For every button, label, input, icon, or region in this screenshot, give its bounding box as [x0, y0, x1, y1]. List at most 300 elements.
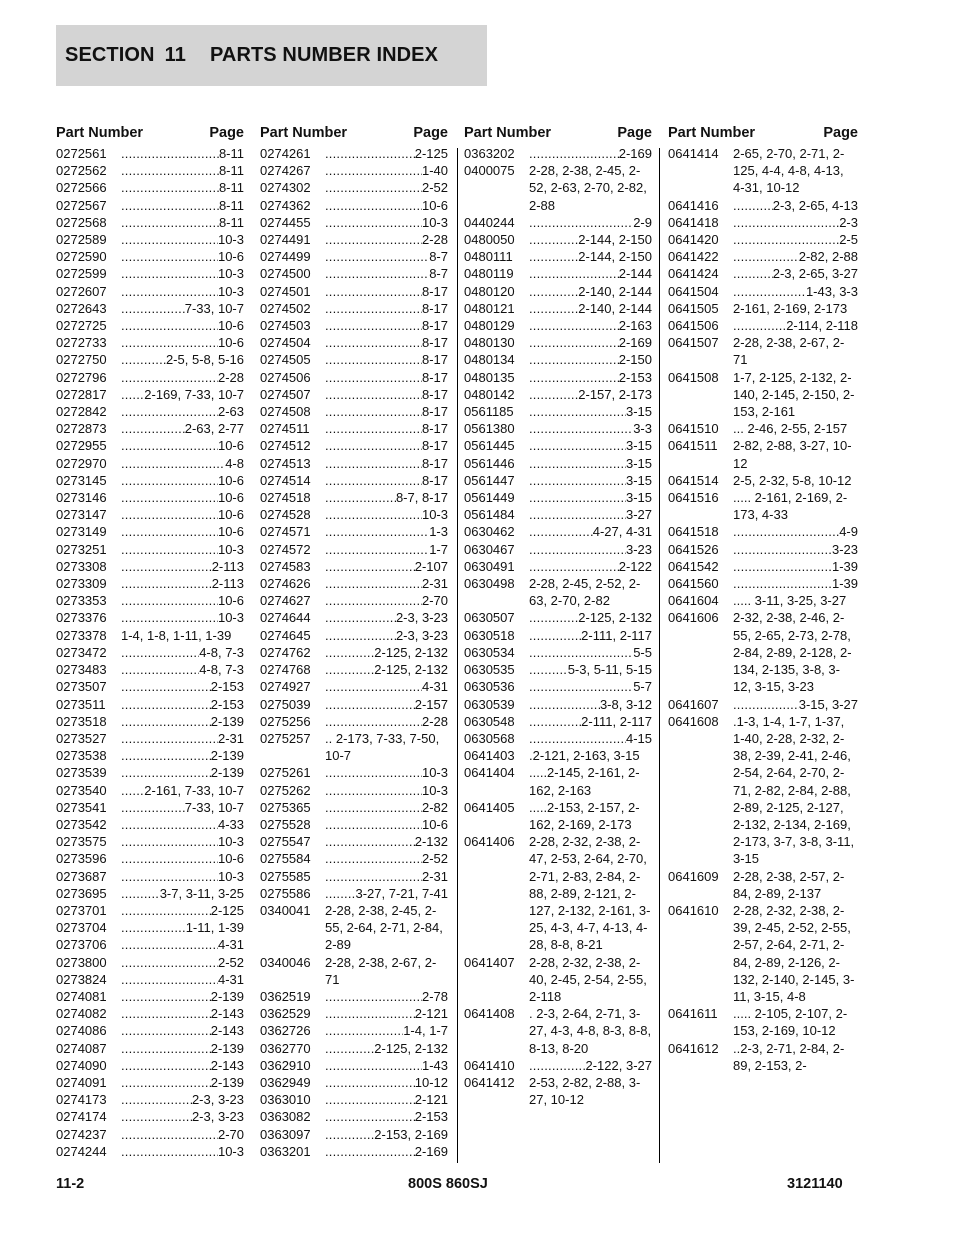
dot-leader: [121, 868, 218, 885]
page-ref-text: 2-3, 3-23: [395, 610, 448, 626]
index-entry: [56, 1040, 244, 1057]
part-number: 0362519: [260, 988, 311, 1004]
dot-leader: [529, 627, 581, 644]
page-refs: [121, 1040, 244, 1057]
index-entry: [260, 1022, 448, 1039]
part-number-header: Part Number: [56, 124, 144, 141]
page-ref-text: 8-7: [429, 266, 448, 282]
page-refs: [121, 231, 244, 248]
page-refs: [121, 145, 244, 162]
page-ref-text: 2-53, 2-82, 2-88, 3-27, 10-12: [529, 1074, 641, 1108]
dot-leader: [325, 782, 422, 799]
dot-leader: [325, 179, 422, 196]
dot-leader: [325, 489, 396, 506]
page-ref-text: 2-111, 2-117: [581, 627, 652, 643]
page-refs: [325, 506, 448, 523]
index-entry: [56, 1022, 244, 1039]
dot-leader: [121, 420, 185, 437]
dot-leader: [529, 145, 619, 162]
index-entry: [668, 283, 858, 300]
part-number: 0273539: [56, 765, 107, 781]
part-number: 0274507: [260, 386, 311, 402]
page-refs: [121, 283, 244, 300]
page-ref-text: 8-17: [421, 369, 448, 385]
page-ref-text: 2-31: [421, 576, 448, 592]
part-number: 0273309: [56, 576, 107, 592]
part-number: 0561445: [464, 438, 515, 454]
index-entry: [260, 472, 448, 489]
part-number: 0274627: [260, 593, 311, 609]
page-ref-text: 2-169: [414, 1143, 448, 1159]
index-entry: [56, 609, 244, 626]
index-entry: [56, 420, 244, 437]
index-entry: [260, 334, 448, 351]
page-refs: [529, 696, 652, 713]
index-entry: [260, 627, 448, 644]
page-refs: [325, 248, 448, 265]
dot-leader: [121, 1022, 211, 1039]
page-refs: [733, 489, 858, 523]
page-ref-text: 8-7: [429, 249, 448, 265]
part-number: 0275039: [260, 696, 311, 712]
page-refs: [121, 1143, 244, 1160]
dot-leader: [529, 678, 633, 695]
page-ref-text: 2-28, 2-32, 2-38, 2-40, 2-45, 2-54, 2-55, 2-118: [529, 954, 647, 1004]
dot-leader: [121, 609, 218, 626]
page-ref-text: 2-5, 5-8, 5-16: [165, 352, 244, 368]
dot-leader: [529, 489, 626, 506]
part-number: 0272567: [56, 197, 107, 213]
part-number: 0641420: [668, 232, 719, 248]
dot-leader: [529, 541, 626, 558]
part-number: 0275547: [260, 834, 311, 850]
page-ref-text: 2-28, 2-38, 2-67, 2-71: [325, 954, 437, 987]
dot-leader: [325, 1108, 415, 1125]
part-number: 0273596: [56, 851, 107, 867]
page-refs: [529, 506, 652, 523]
dot-leader: [733, 541, 832, 558]
page-ref-text: 8-17: [421, 472, 448, 488]
page-ref-text: 2-70: [421, 593, 448, 609]
part-number: 0274237: [56, 1126, 107, 1142]
dot-leader: [325, 300, 422, 317]
part-number: 0272873: [56, 421, 107, 437]
page-ref-text: 7-33, 10-7: [184, 799, 244, 815]
page-ref-text: 8-17: [421, 421, 448, 437]
page-refs: [121, 472, 244, 489]
index-entry: [260, 369, 448, 386]
part-number-header: Part Number: [668, 124, 756, 141]
dot-leader: [325, 145, 415, 162]
dot-leader: [121, 403, 218, 420]
index-entry: [668, 592, 858, 609]
dot-leader: [325, 317, 422, 334]
page-ref-text: 10-3: [217, 541, 244, 557]
dot-leader: [325, 1022, 403, 1039]
page-ref-text: 2-143: [210, 1006, 244, 1022]
page-refs: [121, 506, 244, 523]
page-refs: [529, 644, 652, 661]
page-refs: [121, 1022, 244, 1039]
index-entry: [464, 489, 652, 506]
dot-leader: [325, 1143, 415, 1160]
index-entry: [56, 145, 244, 162]
part-number: 0630518: [464, 627, 515, 643]
page-ref-text: 2-125, 2-132: [374, 644, 448, 660]
page-refs: [529, 369, 652, 386]
page-ref-text: 2-65, 2-70, 2-71, 2-125, 4-4, 4-8, 4-13, 4-31, 10-12: [733, 146, 845, 196]
page-refs: [121, 816, 244, 833]
dot-leader: [733, 231, 839, 248]
part-number: 0274512: [260, 438, 311, 454]
page-refs: [733, 472, 858, 489]
dot-leader: [325, 850, 422, 867]
page-refs: [325, 420, 448, 437]
page-refs: [733, 197, 858, 214]
page-refs: [325, 609, 448, 626]
page-ref-text: 2-70: [217, 1126, 244, 1142]
page-ref-text: 8-17: [421, 318, 448, 334]
page-refs: [529, 317, 652, 334]
index-entry: [668, 317, 858, 334]
index-entry: [260, 609, 448, 626]
page-refs: [529, 833, 652, 953]
index-entry: [668, 1040, 858, 1074]
page-ref-text: 2-143: [210, 1057, 244, 1073]
document-number: 3121140: [787, 1176, 843, 1192]
dot-leader: [121, 558, 212, 575]
page-ref-text: 2-52: [217, 954, 244, 970]
dot-leader: [529, 661, 568, 678]
page-refs: [325, 558, 448, 575]
index-entry: [56, 868, 244, 885]
page-ref-text: 8-11: [218, 214, 244, 230]
part-number: 0273542: [56, 816, 107, 832]
page-ref-text: 2-28: [217, 369, 244, 385]
page-ref-text: 8-11: [218, 146, 244, 161]
part-number: 0561449: [464, 490, 515, 506]
page-ref-text: .....2-145, 2-161, 2-162, 2-163: [529, 765, 640, 798]
index-entry: [56, 936, 244, 953]
dot-leader: [325, 334, 422, 351]
page-ref-text: 4-33: [217, 816, 244, 832]
index-entry: [56, 833, 244, 850]
part-number: 0273149: [56, 524, 107, 540]
index-entry: [56, 696, 244, 713]
index-entry: [260, 145, 448, 162]
dot-leader: [121, 678, 211, 695]
page-refs: [529, 489, 652, 506]
index-entry: [56, 730, 244, 747]
part-number: 0274528: [260, 507, 311, 523]
page-ref-text: 2-3, 3-23: [191, 1109, 244, 1125]
part-number: 0275585: [260, 868, 311, 884]
page-refs: [325, 351, 448, 368]
page-ref-text: 2-139: [210, 765, 244, 781]
index-entry: [260, 661, 448, 678]
index-entry: [56, 541, 244, 558]
page-ref-text: 2-153: [618, 369, 652, 385]
part-number: 0272970: [56, 455, 107, 471]
index-entry: [56, 472, 244, 489]
index-entry: [464, 403, 652, 420]
index-column-1: [56, 118, 244, 1160]
dot-leader: [325, 764, 422, 781]
page-ref-text: 2-3, 2-65, 3-27: [772, 266, 858, 282]
page-refs: [529, 1057, 652, 1074]
part-number: 0274583: [260, 558, 311, 574]
page-refs: [325, 1040, 448, 1057]
page-ref-text: ..2-3, 2-71, 2-84, 2-89, 2-153, 2-: [733, 1040, 845, 1073]
part-number: 0641504: [668, 283, 719, 299]
part-number: 0641609: [668, 868, 719, 884]
part-number: 0641507: [668, 335, 719, 351]
index-entry: [464, 541, 652, 558]
page-ref-text: 8-17: [421, 404, 448, 420]
page-ref-text: 2-125, 2-132: [578, 610, 652, 626]
part-number: 0480130: [464, 335, 515, 351]
part-number: 0561380: [464, 421, 515, 437]
page-refs: [325, 885, 448, 902]
page-refs: [121, 627, 244, 644]
page-refs: [325, 1022, 448, 1039]
page-ref-text: 5-3, 5-11, 5-15: [567, 662, 652, 678]
page-ref-text: 8-17: [421, 455, 448, 471]
index-entry: [260, 265, 448, 282]
page-ref-text: 2-113: [211, 576, 244, 592]
index-entry: [464, 351, 652, 368]
page-refs: [325, 678, 448, 695]
dot-leader: [733, 265, 773, 282]
index-entry: [464, 661, 652, 678]
page-ref-text: 2-3: [839, 214, 858, 230]
part-number: 0641408: [464, 1006, 515, 1022]
part-number: 0274244: [56, 1143, 107, 1159]
dot-leader: [529, 265, 619, 282]
page-refs: [325, 988, 448, 1005]
part-number: 0275584: [260, 851, 311, 867]
page-refs: [529, 248, 652, 265]
part-number: 0641607: [668, 696, 719, 712]
page-refs: [529, 283, 652, 300]
part-number: 0272750: [56, 352, 107, 368]
dot-leader: [325, 1005, 415, 1022]
index-entry: [260, 1057, 448, 1074]
dot-leader: [733, 575, 832, 592]
page-refs: [325, 575, 448, 592]
page-ref-text: 10-6: [217, 318, 244, 334]
page-ref-text: 10-6: [421, 197, 448, 213]
dot-leader: [325, 248, 429, 265]
page-ref-text: 2-5, 2-32, 5-8, 10-12: [733, 472, 852, 488]
page-refs: [325, 661, 448, 678]
page-ref-text: 2-139: [210, 1040, 244, 1056]
page-refs: [529, 231, 652, 248]
part-number: 0630507: [464, 610, 515, 626]
page-refs: [733, 592, 858, 609]
part-number: 0275586: [260, 885, 311, 901]
dot-leader: [733, 214, 839, 231]
index-entry: [260, 506, 448, 523]
part-number: 0641412: [464, 1074, 515, 1090]
dot-leader: [529, 1057, 586, 1074]
index-entry: [668, 523, 858, 540]
part-number: 0274502: [260, 300, 311, 316]
part-number: 0273695: [56, 885, 107, 901]
index-rows: [260, 145, 448, 1160]
page-refs: [529, 351, 652, 368]
index-entry: [260, 592, 448, 609]
dot-leader: [325, 420, 422, 437]
dot-leader: [529, 403, 626, 420]
part-number: 0400075: [464, 163, 515, 179]
page-refs: [121, 1091, 244, 1108]
dot-leader: [121, 386, 144, 403]
part-number: 0641516: [668, 490, 719, 506]
index-entry: [260, 403, 448, 420]
part-number: 0641418: [668, 214, 719, 230]
page-refs: [325, 627, 448, 644]
page-refs: [733, 300, 858, 317]
page-ref-text: 1-40: [421, 163, 448, 179]
index-entry: [464, 644, 652, 661]
part-number: 0274505: [260, 352, 311, 368]
part-number: 0340041: [260, 902, 311, 918]
dot-leader: [121, 1074, 211, 1091]
page-ref-text: 2-140, 2-144: [578, 283, 652, 299]
dot-leader: [325, 541, 429, 558]
part-number: 0272589: [56, 232, 107, 248]
dot-leader: [529, 455, 626, 472]
page-refs: [121, 850, 244, 867]
page-refs: [529, 523, 652, 540]
page-ref-text: 2-143: [210, 1023, 244, 1039]
page-refs: [121, 592, 244, 609]
dot-leader: [325, 214, 422, 231]
index-entry: [56, 644, 244, 661]
part-number: 0272643: [56, 300, 107, 316]
dot-leader: [733, 248, 799, 265]
part-number: 0273376: [56, 610, 107, 626]
page-refs: [121, 248, 244, 265]
page-ref-text: 2-63: [217, 404, 244, 420]
index-entry: [464, 248, 652, 265]
index-entry: [464, 145, 652, 162]
index-entry: [260, 833, 448, 850]
index-entry: [56, 283, 244, 300]
dot-leader: [121, 1108, 192, 1125]
index-entry: [260, 541, 448, 558]
part-number: 0440244: [464, 214, 515, 230]
index-entry: [56, 523, 244, 540]
part-number: 0274455: [260, 214, 311, 230]
page-refs: [325, 369, 448, 386]
dot-leader: [121, 455, 225, 472]
page-ref-text: 3-15: [625, 438, 652, 454]
dot-leader: [121, 799, 185, 816]
page-ref-text: 2-3, 3-23: [395, 627, 448, 643]
part-number: 0274518: [260, 490, 311, 506]
part-number: 0273472: [56, 644, 107, 660]
dot-leader: [121, 265, 218, 282]
page-ref-text: 2-139: [210, 1074, 244, 1090]
page-refs: [733, 214, 858, 231]
dot-leader: [121, 971, 218, 988]
part-number: 0641604: [668, 593, 719, 609]
page-refs: [733, 145, 858, 197]
index-entry: [56, 506, 244, 523]
page-refs: [121, 1108, 244, 1125]
index-entry: [56, 489, 244, 506]
page-ref-text: 1-7: [429, 541, 448, 557]
dot-leader: [325, 558, 415, 575]
index-entry: [56, 403, 244, 420]
index-entry: [668, 197, 858, 214]
index-entry: [56, 1057, 244, 1074]
page-ref-text: 10-3: [217, 610, 244, 626]
page-refs: [733, 868, 858, 902]
index-entry: [260, 1005, 448, 1022]
index-entry: [56, 558, 244, 575]
page-ref-text: 1-4, 1-8, 1-11, 1-39: [121, 627, 232, 643]
page-ref-text: 2-28: [421, 713, 448, 729]
index-entry: [464, 420, 652, 437]
page-refs: [121, 369, 244, 386]
dot-leader: [325, 609, 396, 626]
page-ref-text: 2-31: [217, 730, 244, 746]
dot-leader: [325, 713, 422, 730]
part-number: 0273507: [56, 679, 107, 695]
page-refs: [733, 420, 858, 437]
index-entry: [56, 351, 244, 368]
dot-leader: [121, 988, 211, 1005]
dot-leader: [529, 248, 578, 265]
index-entry: [56, 764, 244, 781]
index-entry: [56, 885, 244, 902]
part-number: 0641407: [464, 954, 515, 970]
page-refs: [529, 575, 652, 609]
dot-leader: [121, 902, 211, 919]
page-ref-text: 10-3: [217, 1143, 244, 1159]
dot-leader: [121, 437, 218, 454]
page-refs: [121, 197, 244, 214]
dot-leader: [325, 1074, 415, 1091]
index-entry: [464, 575, 652, 609]
page-ref-text: 1-43: [421, 1057, 448, 1073]
index-entry: [668, 369, 858, 421]
page-ref-text: ... 2-46, 2-55, 2-157: [733, 421, 848, 437]
part-number: 0480120: [464, 283, 515, 299]
dot-leader: [121, 541, 218, 558]
index-entry: [56, 713, 244, 730]
part-number: 0274644: [260, 610, 311, 626]
part-number: 0274501: [260, 283, 311, 299]
page-refs: [121, 558, 244, 575]
page-refs: [325, 833, 448, 850]
page-refs: [325, 489, 448, 506]
page-refs: [325, 317, 448, 334]
page-refs: [529, 713, 652, 730]
dot-leader: [121, 747, 211, 764]
index-entry: [668, 300, 858, 317]
dot-leader: [121, 661, 199, 678]
dot-leader: [325, 661, 374, 678]
index-entry: [260, 988, 448, 1005]
column-header: [668, 118, 858, 142]
page-ref-text: 2-161, 2-169, 2-173: [733, 300, 848, 316]
page-ref-text: 2-163: [618, 318, 652, 334]
part-number: 0272599: [56, 266, 107, 282]
